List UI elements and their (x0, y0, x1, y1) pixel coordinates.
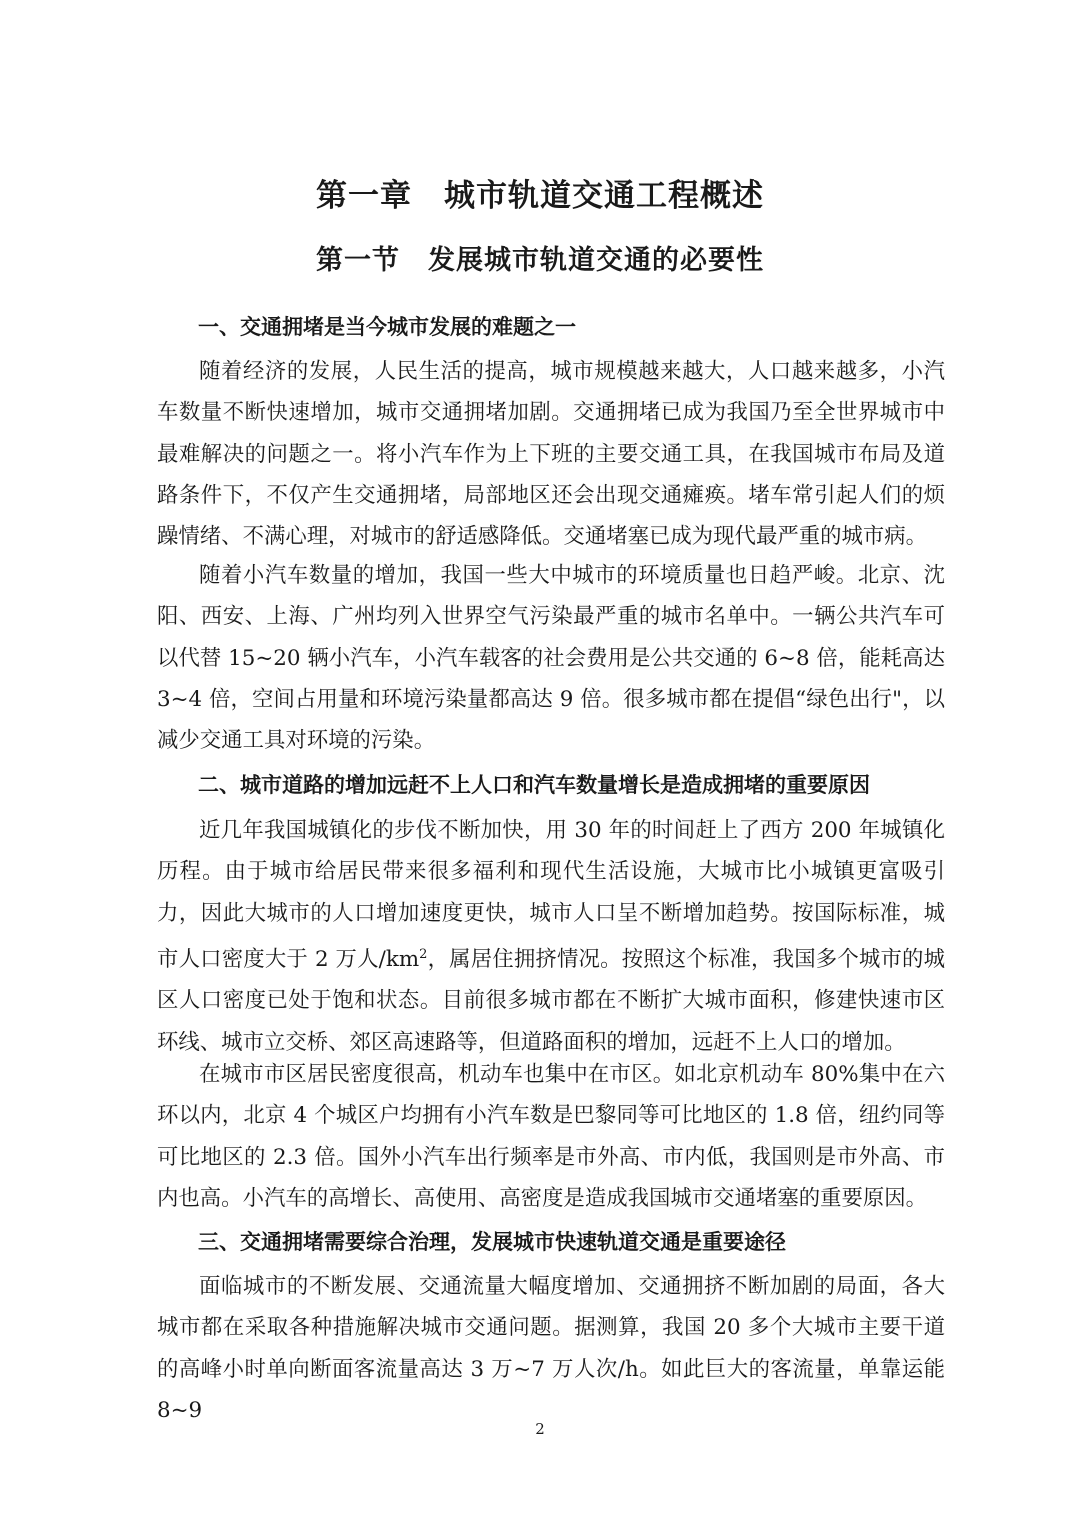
paragraph-3-text-a: 近几年我国城镇化的步伐不断加快，用 30 年的时间赶上了西方 200 年城镇化历程。由于城市给居民带来很多福利和现代生活设施，大城市比小城镇更富吸引力，因此大城市的人口增加速度更快，城市人口呈不断增加趋势。按国际标准，城市人口密度大于 2 万人/km (157, 818, 945, 973)
paragraph-2: 随着小汽车数量的增加，我国一些大中城市的环境质量也日趋严峻。北京、沈阳、西安、上海、广州均列入世界空气污染最严重的城市名单中。一辆公共汽车可以代替 15~20 辆小汽车，小汽车载客的社会费用是公共交通的 6~8 倍，能耗高达 3~4 倍，空间占用量和环境污染量都高达 9 倍。很多城市都在提倡“绿色出行"，以减少交通工具对环境的污染。 (157, 563, 945, 754)
paragraph-3-text-b: ，属居住拥挤情况。按照这个标准，我国多个城市的城区人口密度已处于饱和状态。目前很多城市都在不断扩大城市面积，修建快速市区环线、城市立交桥、郊区高速路等，但道路面积的增加，远赶不上人口的增加。 (157, 947, 945, 1055)
page-number: 2 (535, 1420, 545, 1438)
heading-3: 三、交通拥堵需要综合治理，发展城市快速轨道交通是重要途径 (198, 1229, 786, 1254)
paragraph-3 (157, 810, 945, 1063)
heading-2: 二、城市道路的增加远赶不上人口和汽车数量增长是造成拥堵的重要原因 (198, 772, 870, 797)
section-title: 第一节 发展城市轨道交通的必要性 (316, 245, 764, 276)
paragraph-1: 随着经济的发展，人民生活的提高，城市规模越来越大，人口越来越多，小汽车数量不断快速增加，城市交通拥堵加剧。交通拥堵已成为我国乃至全世界城市中最难解决的问题之一。将小汽车作为上下班的主要交通工具，在我国城市布局及道路条件下，不仅产生交通拥堵，局部地区还会出现交通瘫痪。堵车常引起人们的烦躁情绪、不满心理，对城市的舒适感降低。交通堵塞已成为现代最严重的城市病。 (157, 359, 945, 550)
heading-1: 一、交通拥堵是当今城市发展的难题之一 (198, 314, 576, 339)
paragraph-4: 在城市市区居民密度很高，机动车也集中在市区。如北京机动车 80%集中在六环以内，北京 4 个城区户均拥有小汽车数是巴黎同等可比地区的 1.8 倍，纽约同等可比地区的 2.3 倍。国外小汽车出行频率是市外高、市内低，我国则是市外高、市内也高。小汽车的高增长、高使用、高密度是造成我国城市交通堵塞的重要原因。 (157, 1062, 945, 1211)
paragraph-5: 面临城市的不断发展、交通流量大幅度增加、交通拥挤不断加剧的局面，各大城市都在采取各种措施解决城市交通问题。据测算，我国 20 多个大城市主要干道的高峰小时单向断面客流量高达 3 万~7 万人次/h。如此巨大的客流量，单靠运能 8~9 (157, 1274, 945, 1423)
superscript: 2 (419, 946, 428, 962)
chapter-title: 第一章 城市轨道交通工程概述 (316, 178, 764, 214)
